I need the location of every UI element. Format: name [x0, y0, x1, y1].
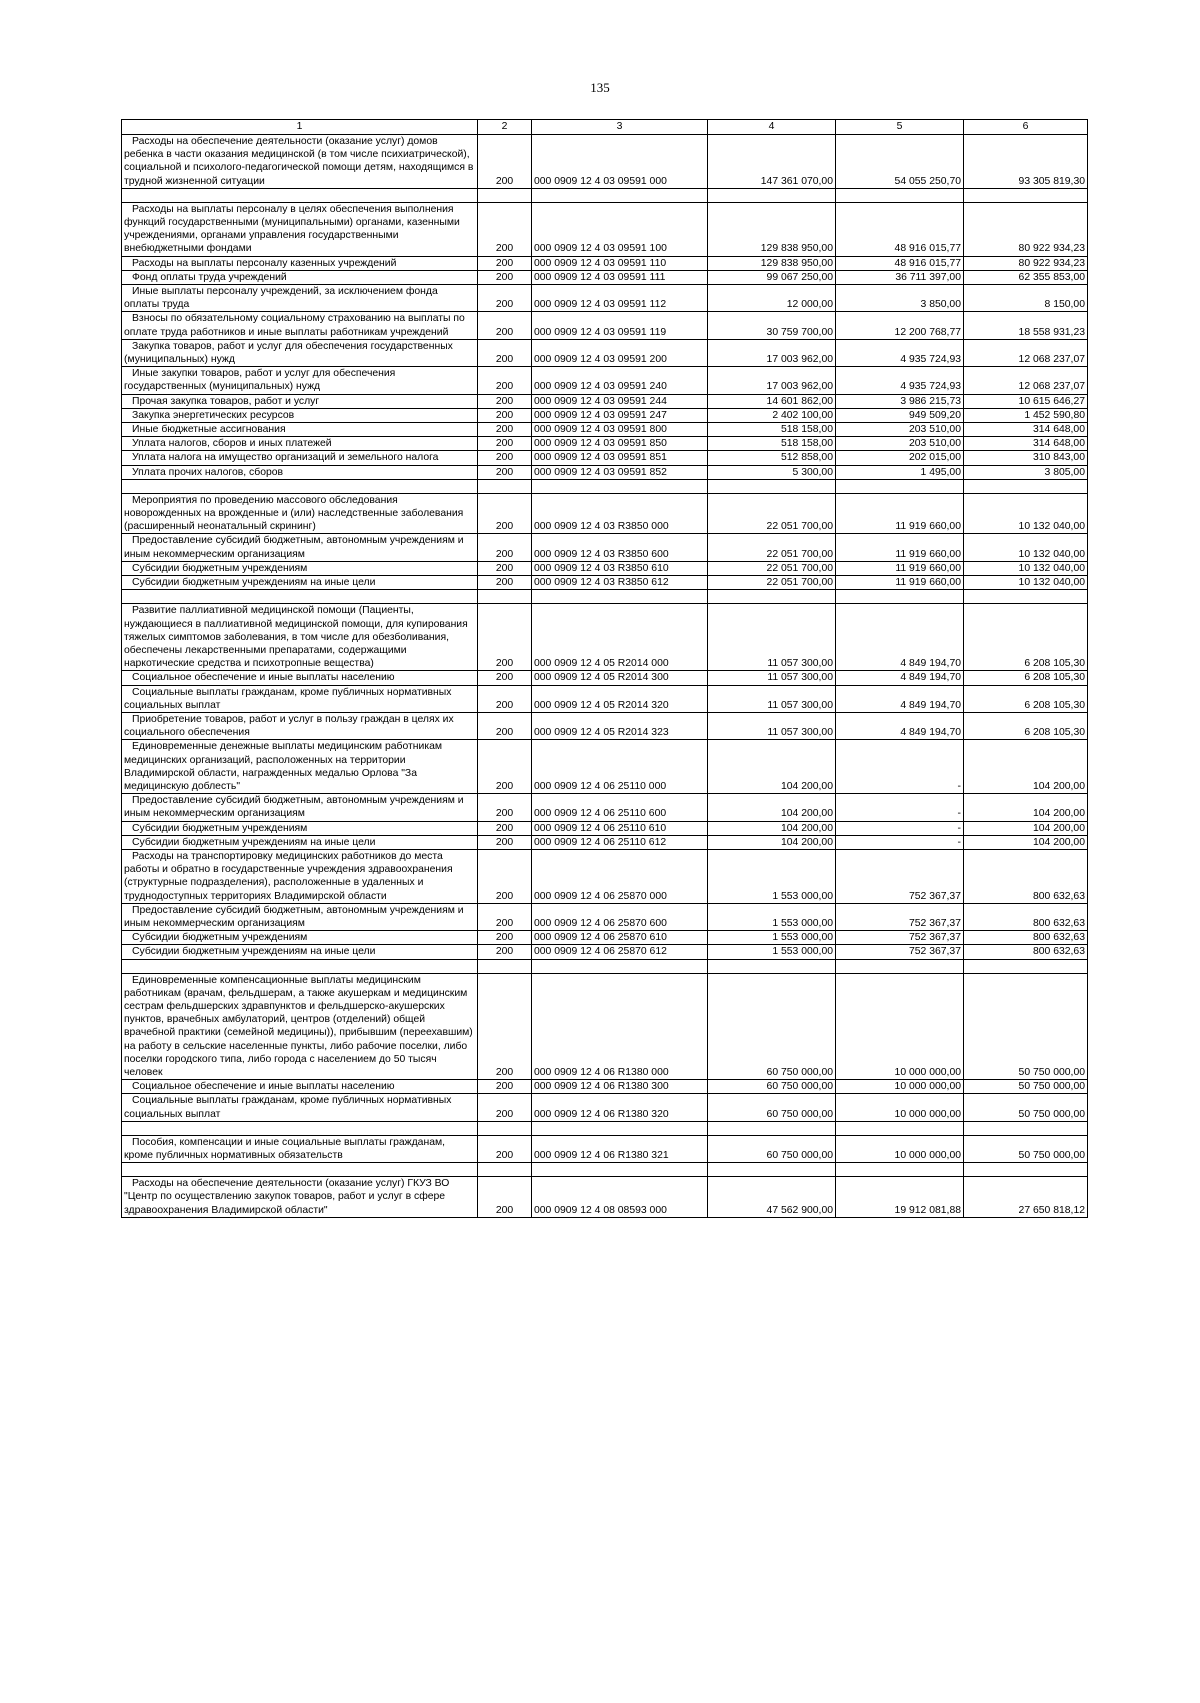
remaining-amount-cell: 800 632,63 — [964, 945, 1088, 959]
executed-amount-cell: 752 367,37 — [836, 903, 964, 930]
plan-amount-cell: 12 000,00 — [708, 285, 836, 312]
admin-code-cell: 200 — [478, 465, 532, 479]
admin-code-cell: 200 — [478, 685, 532, 712]
plan-amount-cell: 22 051 700,00 — [708, 493, 836, 534]
budget-code-cell: 000 0909 12 4 03 R3850 000 — [532, 493, 708, 534]
row-name-text: Уплата налога на имущество организаций и земельного налога — [132, 452, 439, 464]
row-name-text: Субсидии бюджетным учреждениям — [132, 562, 308, 574]
budget-code-cell: 000 0909 12 4 03 09591 240 — [532, 367, 708, 394]
plan-amount-cell: 99 067 250,00 — [708, 270, 836, 284]
row-name-cell — [122, 202, 478, 256]
remaining-amount-cell: 50 750 000,00 — [964, 973, 1088, 1080]
executed-amount-cell: 11 919 660,00 — [836, 561, 964, 575]
remaining-amount-cell: 8 150,00 — [964, 285, 1088, 312]
table-row — [122, 973, 1088, 1080]
admin-code-cell: 200 — [478, 437, 532, 451]
executed-amount-cell: 19 912 081,88 — [836, 1177, 964, 1218]
budget-code-cell: 000 0909 12 4 03 09591 247 — [532, 408, 708, 422]
budget-code-cell: 000 0909 12 4 03 09591 852 — [532, 465, 708, 479]
table-row — [122, 821, 1088, 835]
row-name-cell — [122, 270, 478, 284]
row-name-text: Иные закупки товаров, работ и услуг для обеспечения государственных (муниципальных) нужд — [124, 368, 396, 393]
admin-code-cell: 200 — [478, 451, 532, 465]
remaining-amount-cell: 6 208 105,30 — [964, 671, 1088, 685]
plan-amount-cell: 5 300,00 — [708, 465, 836, 479]
row-name-cell — [122, 339, 478, 366]
plan-amount-cell: 518 158,00 — [708, 437, 836, 451]
table-row — [122, 576, 1088, 590]
row-name-text: Субсидии бюджетным учреждениям — [132, 822, 308, 834]
budget-code-cell: 000 0909 12 4 06 R1380 300 — [532, 1080, 708, 1094]
row-name-cell — [122, 1135, 478, 1162]
remaining-amount-cell: 800 632,63 — [964, 849, 1088, 903]
row-name-cell — [122, 451, 478, 465]
row-name-cell — [122, 604, 478, 671]
table-row — [122, 312, 1088, 339]
row-name-text: Мероприятия по проведению массового обследования новорожденных на врожденные и (или) наследственные заболевания (расширенный неонатальный скрининг) — [124, 494, 464, 533]
admin-code-cell: 200 — [478, 671, 532, 685]
admin-code-cell: 200 — [478, 285, 532, 312]
budget-code-cell: 000 0909 12 4 06 R1380 320 — [532, 1094, 708, 1121]
remaining-amount-cell: 314 648,00 — [964, 423, 1088, 437]
row-name-text: Социальное обеспечение и иные выплаты населению — [132, 1081, 395, 1093]
executed-amount-cell: 3 850,00 — [836, 285, 964, 312]
row-name-cell — [122, 931, 478, 945]
row-name-cell — [122, 685, 478, 712]
row-name-text: Закупка энергетических ресурсов — [132, 409, 295, 421]
row-name-cell — [122, 821, 478, 835]
admin-code-cell: 200 — [478, 849, 532, 903]
row-name-cell — [122, 135, 478, 189]
executed-amount-cell: 12 200 768,77 — [836, 312, 964, 339]
plan-amount-cell: 11 057 300,00 — [708, 712, 836, 739]
budget-code-cell: 000 0909 12 4 06 R1380 321 — [532, 1135, 708, 1162]
remaining-amount-cell: 800 632,63 — [964, 931, 1088, 945]
executed-amount-cell: 949 509,20 — [836, 408, 964, 422]
budget-code-cell: 000 0909 12 4 06 25110 000 — [532, 740, 708, 794]
executed-amount-cell: 203 510,00 — [836, 437, 964, 451]
budget-code-cell: 000 0909 12 4 03 09591 244 — [532, 394, 708, 408]
executed-amount-cell: 11 919 660,00 — [836, 576, 964, 590]
budget-code-cell: 000 0909 12 4 05 R2014 300 — [532, 671, 708, 685]
row-name-cell — [122, 561, 478, 575]
remaining-amount-cell: 1 452 590,80 — [964, 408, 1088, 422]
plan-amount-cell: 2 402 100,00 — [708, 408, 836, 422]
plan-amount-cell: 14 601 862,00 — [708, 394, 836, 408]
table-row — [122, 1094, 1088, 1121]
row-name-text: Приобретение товаров, работ и услуг в пользу граждан в целях их социального обеспечения — [124, 713, 454, 739]
row-name-cell — [122, 394, 478, 408]
remaining-amount-cell: 10 132 040,00 — [964, 534, 1088, 561]
table-row — [122, 408, 1088, 422]
spacer-row — [122, 479, 1088, 493]
row-name-text: Предоставление субсидий бюджетным, автономным учреждениям и иным некоммерческим организациям — [124, 904, 464, 929]
row-name-text: Фонд оплаты труда учреждений — [132, 271, 287, 283]
row-name-text: Единовременные денежные выплаты медицинским работникам медицинских организаций, расположенных на территории Владимирской области, награжденных медалью Орлова "За медицинскую доблесть" — [124, 741, 443, 792]
executed-amount-cell: 10 000 000,00 — [836, 973, 964, 1080]
executed-amount-cell: 752 367,37 — [836, 849, 964, 903]
plan-amount-cell: 60 750 000,00 — [708, 1080, 836, 1094]
row-name-cell — [122, 256, 478, 270]
plan-amount-cell: 129 838 950,00 — [708, 256, 836, 270]
remaining-amount-cell: 18 558 931,23 — [964, 312, 1088, 339]
table-row — [122, 285, 1088, 312]
plan-amount-cell: 17 003 962,00 — [708, 339, 836, 366]
executed-amount-cell: 48 916 015,77 — [836, 202, 964, 256]
page-number: 135 — [590, 80, 610, 95]
row-name-cell — [122, 903, 478, 930]
remaining-amount-cell: 80 922 934,23 — [964, 202, 1088, 256]
budget-code-cell: 000 0909 12 4 05 R2014 323 — [532, 712, 708, 739]
plan-amount-cell: 1 553 000,00 — [708, 849, 836, 903]
executed-amount-cell: 4 935 724,93 — [836, 367, 964, 394]
table-row — [122, 1135, 1088, 1162]
table-row — [122, 945, 1088, 959]
plan-amount-cell: 11 057 300,00 — [708, 604, 836, 671]
row-name-cell — [122, 671, 478, 685]
row-name-cell — [122, 712, 478, 739]
row-name-text: Расходы на выплаты персоналу в целях обеспечения выполнения функций государственными (муниципальными) органами, казенными учреждениями, органами управления государственными внебюджетными фондами — [124, 203, 460, 255]
row-name-text: Закупка товаров, работ и услуг для обеспечения государственных (муниципальных) нужд — [124, 340, 453, 366]
row-name-cell — [122, 423, 478, 437]
admin-code-cell: 200 — [478, 135, 532, 189]
row-name-cell — [122, 794, 478, 821]
admin-code-cell: 200 — [478, 931, 532, 945]
row-name-cell — [122, 1094, 478, 1121]
row-name-text: Взносы по обязательному социальному страхованию на выплаты по оплате труда работников и иные выплаты работникам учреждений — [124, 313, 465, 338]
admin-code-cell: 200 — [478, 1135, 532, 1162]
remaining-amount-cell: 800 632,63 — [964, 903, 1088, 930]
table-row — [122, 671, 1088, 685]
plan-amount-cell: 512 858,00 — [708, 451, 836, 465]
executed-amount-cell: 4 849 194,70 — [836, 685, 964, 712]
row-name-text: Субсидии бюджетным учреждениям на иные цели — [132, 836, 376, 848]
row-name-cell — [122, 849, 478, 903]
admin-code-cell: 200 — [478, 534, 532, 561]
admin-code-cell: 200 — [478, 367, 532, 394]
header-cell: 6 — [964, 120, 1088, 135]
plan-amount-cell: 60 750 000,00 — [708, 973, 836, 1080]
table-row — [122, 367, 1088, 394]
row-name-cell — [122, 945, 478, 959]
executed-amount-cell: 10 000 000,00 — [836, 1094, 964, 1121]
remaining-amount-cell: 104 200,00 — [964, 794, 1088, 821]
row-name-cell — [122, 465, 478, 479]
row-name-text: Расходы на выплаты персоналу казенных учреждений — [132, 257, 397, 269]
header-cell: 5 — [836, 120, 964, 135]
row-name-text: Иные бюджетные ассигнования — [132, 424, 286, 436]
budget-code-cell: 000 0909 12 4 03 09591 200 — [532, 339, 708, 366]
remaining-amount-cell: 10 132 040,00 — [964, 576, 1088, 590]
remaining-amount-cell: 10 132 040,00 — [964, 561, 1088, 575]
plan-amount-cell: 104 200,00 — [708, 835, 836, 849]
budget-code-cell: 000 0909 12 4 03 09591 119 — [532, 312, 708, 339]
admin-code-cell: 200 — [478, 561, 532, 575]
admin-code-cell: 200 — [478, 835, 532, 849]
remaining-amount-cell: 93 305 819,30 — [964, 135, 1088, 189]
remaining-amount-cell: 50 750 000,00 — [964, 1080, 1088, 1094]
admin-code-cell: 200 — [478, 604, 532, 671]
remaining-amount-cell: 12 068 237,07 — [964, 367, 1088, 394]
executed-amount-cell: 4 849 194,70 — [836, 604, 964, 671]
row-name-text: Предоставление субсидий бюджетным, автономным учреждениям и иным некоммерческим организациям — [124, 535, 464, 560]
remaining-amount-cell: 10 615 646,27 — [964, 394, 1088, 408]
budget-code-cell: 000 0909 12 4 03 09591 800 — [532, 423, 708, 437]
table-row — [122, 534, 1088, 561]
admin-code-cell: 200 — [478, 1080, 532, 1094]
admin-code-cell: 200 — [478, 270, 532, 284]
row-name-cell — [122, 312, 478, 339]
header-row — [122, 120, 1088, 135]
table-row — [122, 465, 1088, 479]
budget-code-cell: 000 0909 12 4 03 09591 850 — [532, 437, 708, 451]
remaining-amount-cell: 27 650 818,12 — [964, 1177, 1088, 1218]
admin-code-cell: 200 — [478, 712, 532, 739]
remaining-amount-cell: 6 208 105,30 — [964, 604, 1088, 671]
budget-code-cell: 000 0909 12 4 03 09591 100 — [532, 202, 708, 256]
row-name-cell — [122, 835, 478, 849]
row-name-text: Пособия, компенсации и иные социальные выплаты гражданам, кроме публичных нормативных обязательств — [124, 1136, 446, 1162]
budget-code-cell: 000 0909 12 4 03 09591 112 — [532, 285, 708, 312]
table-row — [122, 712, 1088, 739]
table-row — [122, 561, 1088, 575]
budget-table — [121, 119, 1088, 1218]
budget-code-cell: 000 0909 12 4 06 25870 600 — [532, 903, 708, 930]
header-cell: 1 — [122, 120, 478, 135]
row-name-text: Расходы на транспортировку медицинских работников до места работы и обратно в государственные учреждения здравоохранения (структурные подразделения), расположенные в удаленных и труднодоступных территориях Владимирской области — [124, 850, 453, 902]
remaining-amount-cell: 62 355 853,00 — [964, 270, 1088, 284]
budget-code-cell: 000 0909 12 4 05 R2014 320 — [532, 685, 708, 712]
remaining-amount-cell: 104 200,00 — [964, 835, 1088, 849]
executed-amount-cell: 3 986 215,73 — [836, 394, 964, 408]
remaining-amount-cell: 6 208 105,30 — [964, 712, 1088, 739]
budget-code-cell: 000 0909 12 4 06 R1380 000 — [532, 973, 708, 1080]
executed-amount-cell: - — [836, 835, 964, 849]
plan-amount-cell: 17 003 962,00 — [708, 367, 836, 394]
plan-amount-cell: 22 051 700,00 — [708, 561, 836, 575]
plan-amount-cell: 1 553 000,00 — [708, 945, 836, 959]
row-name-cell — [122, 437, 478, 451]
executed-amount-cell: - — [836, 821, 964, 835]
plan-amount-cell: 104 200,00 — [708, 821, 836, 835]
row-name-text: Развитие паллиативной медицинской помощи (Пациенты, нуждающиеся в паллиативной медицинской помощи, для купирования тяжелых симптомов заболевания, в том числе для обезболивания, обеспечены лекарственными препаратами, содержащими наркотические средства и психотропные вещества) — [124, 605, 468, 670]
plan-amount-cell: 1 553 000,00 — [708, 903, 836, 930]
plan-amount-cell: 30 759 700,00 — [708, 312, 836, 339]
table-row — [122, 423, 1088, 437]
executed-amount-cell: 4 935 724,93 — [836, 339, 964, 366]
table-row — [122, 604, 1088, 671]
table-row — [122, 256, 1088, 270]
executed-amount-cell: 4 849 194,70 — [836, 712, 964, 739]
executed-amount-cell: - — [836, 794, 964, 821]
row-name-text: Единовременные компенсационные выплаты медицинским работникам (врачам, фельдшерам, а также акушеркам и медицинским сестрам фельдшерских здравпунктов и фельдшерско-акушерских пунктов, врачебных амбулаторий, центров (отделений) общей врачебной практики (семейной медицины)), прибывшим (переехавшим) на работу в сельские населенные пункты, либо рабочие поселки, либо поселки городского типа, либо города с населением до 50 тысяч человек — [124, 974, 473, 1078]
row-name-cell — [122, 285, 478, 312]
plan-amount-cell: 22 051 700,00 — [708, 534, 836, 561]
admin-code-cell: 200 — [478, 256, 532, 270]
budget-code-cell: 000 0909 12 4 06 25870 610 — [532, 931, 708, 945]
row-name-text: Уплата прочих налогов, сборов — [132, 466, 284, 478]
table-row — [122, 849, 1088, 903]
admin-code-cell: 200 — [478, 794, 532, 821]
remaining-amount-cell: 314 648,00 — [964, 437, 1088, 451]
budget-code-cell: 000 0909 12 4 03 09591 000 — [532, 135, 708, 189]
budget-code-cell: 000 0909 12 4 06 25870 612 — [532, 945, 708, 959]
remaining-amount-cell: 310 843,00 — [964, 451, 1088, 465]
spacer-row — [122, 590, 1088, 604]
remaining-amount-cell: 50 750 000,00 — [964, 1135, 1088, 1162]
table-row — [122, 270, 1088, 284]
table-row — [122, 931, 1088, 945]
header-cell: 2 — [478, 120, 532, 135]
plan-amount-cell: 60 750 000,00 — [708, 1094, 836, 1121]
table-row — [122, 451, 1088, 465]
budget-code-cell: 000 0909 12 4 06 25110 612 — [532, 835, 708, 849]
admin-code-cell: 200 — [478, 339, 532, 366]
plan-amount-cell: 47 562 900,00 — [708, 1177, 836, 1218]
table-row — [122, 835, 1088, 849]
table-row — [122, 135, 1088, 189]
executed-amount-cell: 752 367,37 — [836, 945, 964, 959]
remaining-amount-cell: 50 750 000,00 — [964, 1094, 1088, 1121]
admin-code-cell: 200 — [478, 1094, 532, 1121]
row-name-cell — [122, 408, 478, 422]
plan-amount-cell: 22 051 700,00 — [708, 576, 836, 590]
plan-amount-cell: 104 200,00 — [708, 740, 836, 794]
spacer-row — [122, 959, 1088, 973]
table-row — [122, 493, 1088, 534]
table-row — [122, 903, 1088, 930]
row-name-text: Субсидии бюджетным учреждениям — [132, 932, 308, 944]
remaining-amount-cell: 12 068 237,07 — [964, 339, 1088, 366]
executed-amount-cell: 10 000 000,00 — [836, 1080, 964, 1094]
budget-code-cell: 000 0909 12 4 06 25870 000 — [532, 849, 708, 903]
row-name-text: Расходы на обеспечение деятельности (оказание услуг) ГКУЗ ВО "Центр по осуществлению закупок товаров, работ и услуг в сфере здравоохранения Владимирской области" — [124, 1178, 450, 1216]
row-name-cell — [122, 1080, 478, 1094]
budget-code-cell: 000 0909 12 4 06 25110 610 — [532, 821, 708, 835]
table-row — [122, 394, 1088, 408]
admin-code-cell: 200 — [478, 493, 532, 534]
row-name-cell — [122, 973, 478, 1080]
remaining-amount-cell: 6 208 105,30 — [964, 685, 1088, 712]
remaining-amount-cell: 80 922 934,23 — [964, 256, 1088, 270]
executed-amount-cell: 202 015,00 — [836, 451, 964, 465]
spacer-row — [122, 1163, 1088, 1177]
admin-code-cell: 200 — [478, 394, 532, 408]
budget-code-cell: 000 0909 12 4 03 R3850 600 — [532, 534, 708, 561]
row-name-text: Расходы на обеспечение деятельности (оказание услуг) домов ребенка в части оказания медицинской (в том числе психиатрической), социальной и психолого-педагогической помощи детям, находящимся в трудной жизненной ситуации — [124, 136, 474, 187]
row-name-cell — [122, 1177, 478, 1218]
row-name-text: Субсидии бюджетным учреждениям на иные цели — [132, 577, 376, 589]
row-name-cell — [122, 534, 478, 561]
table-row — [122, 740, 1088, 794]
executed-amount-cell: 48 916 015,77 — [836, 256, 964, 270]
admin-code-cell: 200 — [478, 973, 532, 1080]
header-cell: 3 — [532, 120, 708, 135]
budget-code-cell: 000 0909 12 4 03 R3850 612 — [532, 576, 708, 590]
budget-code-cell: 000 0909 12 4 03 09591 110 — [532, 256, 708, 270]
budget-code-cell: 000 0909 12 4 03 09591 111 — [532, 270, 708, 284]
row-name-text: Социальные выплаты гражданам, кроме публичных нормативных социальных выплат — [124, 1095, 452, 1120]
header-cell: 4 — [708, 120, 836, 135]
executed-amount-cell: 1 495,00 — [836, 465, 964, 479]
row-name-text: Предоставление субсидий бюджетным, автономным учреждениям и иным некоммерческим организациям — [124, 795, 464, 820]
row-name-cell — [122, 493, 478, 534]
table-row — [122, 1080, 1088, 1094]
plan-amount-cell: 60 750 000,00 — [708, 1135, 836, 1162]
remaining-amount-cell: 104 200,00 — [964, 740, 1088, 794]
plan-amount-cell: 129 838 950,00 — [708, 202, 836, 256]
executed-amount-cell: 203 510,00 — [836, 423, 964, 437]
row-name-text: Социальные выплаты гражданам, кроме публичных нормативных социальных выплат — [124, 686, 452, 711]
budget-code-cell: 000 0909 12 4 03 09591 851 — [532, 451, 708, 465]
table-row — [122, 437, 1088, 451]
executed-amount-cell: 11 919 660,00 — [836, 493, 964, 534]
executed-amount-cell: 4 849 194,70 — [836, 671, 964, 685]
executed-amount-cell: 752 367,37 — [836, 931, 964, 945]
row-name-text: Иные выплаты персоналу учреждений, за исключением фонда оплаты труда — [124, 286, 438, 311]
admin-code-cell: 200 — [478, 576, 532, 590]
table-row — [122, 685, 1088, 712]
admin-code-cell: 200 — [478, 821, 532, 835]
row-name-text: Уплата налогов, сборов и иных платежей — [132, 438, 332, 450]
spacer-row — [122, 188, 1088, 202]
row-name-cell — [122, 576, 478, 590]
admin-code-cell: 200 — [478, 945, 532, 959]
admin-code-cell: 200 — [478, 312, 532, 339]
table-row — [122, 794, 1088, 821]
plan-amount-cell: 147 361 070,00 — [708, 135, 836, 189]
admin-code-cell: 200 — [478, 423, 532, 437]
row-name-text: Социальное обеспечение и иные выплаты населению — [132, 672, 395, 684]
budget-code-cell: 000 0909 12 4 03 R3850 610 — [532, 561, 708, 575]
row-name-text: Субсидии бюджетным учреждениям на иные цели — [132, 946, 376, 958]
table-row — [122, 1177, 1088, 1218]
remaining-amount-cell: 10 132 040,00 — [964, 493, 1088, 534]
executed-amount-cell: 36 711 397,00 — [836, 270, 964, 284]
budget-code-cell: 000 0909 12 4 06 25110 600 — [532, 794, 708, 821]
remaining-amount-cell: 3 805,00 — [964, 465, 1088, 479]
admin-code-cell: 200 — [478, 1177, 532, 1218]
admin-code-cell: 200 — [478, 408, 532, 422]
admin-code-cell: 200 — [478, 740, 532, 794]
budget-code-cell: 000 0909 12 4 08 08593 000 — [532, 1177, 708, 1218]
plan-amount-cell: 104 200,00 — [708, 794, 836, 821]
executed-amount-cell: 11 919 660,00 — [836, 534, 964, 561]
row-name-text: Прочая закупка товаров, работ и услуг — [132, 395, 320, 407]
table-row — [122, 202, 1088, 256]
executed-amount-cell: - — [836, 740, 964, 794]
admin-code-cell: 200 — [478, 202, 532, 256]
row-name-cell — [122, 367, 478, 394]
plan-amount-cell: 518 158,00 — [708, 423, 836, 437]
remaining-amount-cell: 104 200,00 — [964, 821, 1088, 835]
table-row — [122, 339, 1088, 366]
plan-amount-cell: 11 057 300,00 — [708, 671, 836, 685]
plan-amount-cell: 11 057 300,00 — [708, 685, 836, 712]
plan-amount-cell: 1 553 000,00 — [708, 931, 836, 945]
row-name-cell — [122, 740, 478, 794]
executed-amount-cell: 10 000 000,00 — [836, 1135, 964, 1162]
admin-code-cell: 200 — [478, 903, 532, 930]
budget-code-cell: 000 0909 12 4 05 R2014 000 — [532, 604, 708, 671]
executed-amount-cell: 54 055 250,70 — [836, 135, 964, 189]
spacer-row — [122, 1121, 1088, 1135]
